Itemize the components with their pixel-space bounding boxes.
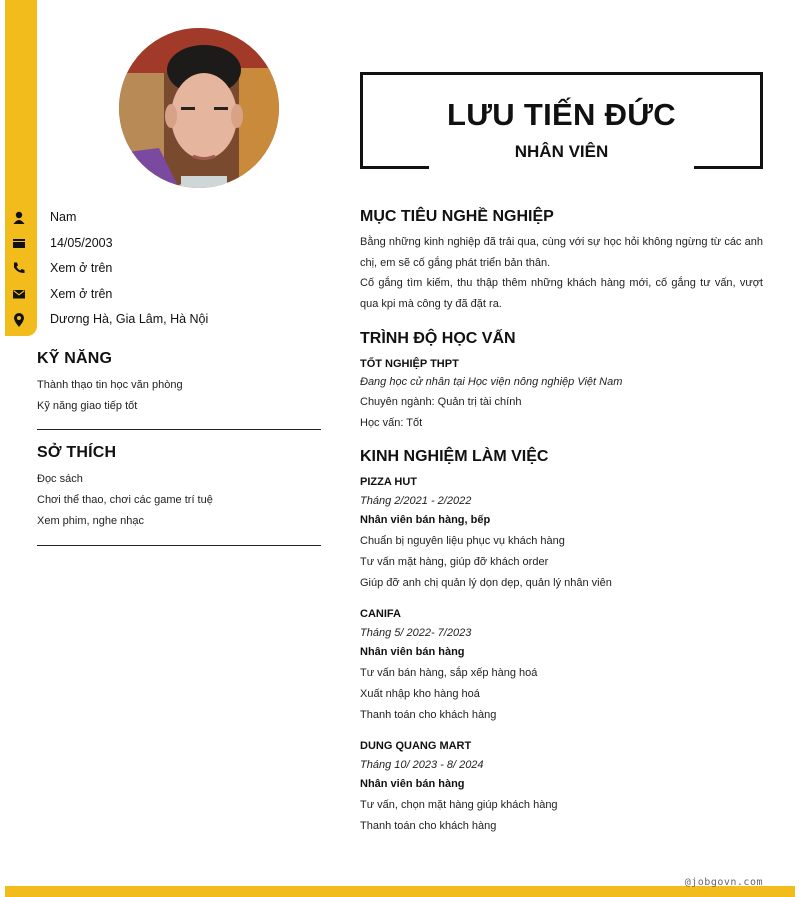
experience-heading: KINH NGHIỆM LÀM VIỆC [360,448,549,465]
name-box [360,72,763,169]
job-task: Tư vấn, chọn mặt hàng giúp khách hàng [360,799,558,811]
job-position: Nhân viên bán hàng, bếp [360,514,491,526]
contact-gender: Nam [50,210,77,224]
job-period: Tháng 5/ 2022- 7/2023 [360,627,472,639]
contact-email: Xem ở trên [50,287,113,301]
avatar [119,28,279,188]
job-company: CANIFA [360,608,401,620]
accent-bottom-bar [5,886,795,897]
skills-heading: KỸ NĂNG [37,350,113,367]
hobbies-heading: SỞ THÍCH [37,444,117,461]
job-task: Giúp đỡ anh chị quản lý dọn dẹp, quản lý nhân viên [360,577,612,589]
contact-phone: Xem ở trên [50,261,113,275]
full-name: LƯU TIẾN ĐỨC [447,97,676,132]
job-period: Tháng 10/ 2023 - 8/ 2024 [360,759,484,771]
name-box-gap [429,164,694,169]
job-period: Tháng 2/2021 - 2/2022 [360,495,472,507]
objective-paragraph: Bằng những kinh nghiệp đã trải qua, cùng với sự học hỏi không ngừng từ các anh chị, em sẽ cố gắng phát triển bản thân. [360,236,763,269]
skill-item: Kỹ năng giao tiếp tốt [37,400,138,412]
job-task: Thanh toán cho khách hàng [360,820,497,832]
education-heading: TRÌNH ĐỘ HỌC VẤN [360,330,516,347]
job-position: Nhân viên bán hàng [360,646,465,658]
objective-heading: MỤC TIÊU NGHỀ NGHIỆP [360,208,554,225]
hobby-item: Đọc sách [37,473,83,485]
divider [37,429,321,430]
job-task: Tư vấn mặt hàng, giúp đỡ khách order [360,556,549,568]
hobby-item: Chơi thể thao, chơi các game trí tuệ [37,494,213,506]
contact-birthdate: 14/05/2003 [50,236,113,250]
person-icon [11,210,27,226]
divider [37,545,321,546]
contact-address: Dương Hà, Gia Lâm, Hà Nội [50,312,209,326]
calendar-icon [11,235,27,251]
job-task: Xuất nhập kho hàng hoá [360,688,480,700]
job-task: Thanh toán cho khách hàng [360,709,497,721]
objective-paragraph: Cố gắng tìm kiếm, thu thập thêm những khách hàng mới, cố gắng tư vấn, vượt qua kpi mà công ty đã đặt ra. [360,277,763,310]
job-position: Nhân viên bán hàng [360,778,465,790]
education-major: Chuyên ngành: Quản trị tài chính [360,396,522,408]
envelope-icon [11,286,27,302]
education-school: TỐT NGHIỆP THPT [360,358,459,370]
avatar-photo [119,28,279,188]
phone-icon [11,260,27,276]
watermark: @jobgovn.com [684,877,763,888]
job-task: Chuẩn bị nguyên liệu phục vụ khách hàng [360,535,565,547]
education-grade: Học vấn: Tốt [360,417,423,429]
job-company: PIZZA HUT [360,476,418,488]
job-company: DUNG QUANG MART [360,740,472,752]
job-role: NHÂN VIÊN [514,142,609,161]
job-task: Tư vấn bán hàng, sắp xếp hàng hoá [360,667,538,679]
education-status: Đang học cử nhân tại Học viện nông nghiệp Việt Nam [360,376,623,388]
location-pin-icon [11,312,27,328]
skill-item: Thành thạo tin học văn phòng [37,379,183,391]
hobby-item: Xem phim, nghe nhạc [37,515,145,527]
